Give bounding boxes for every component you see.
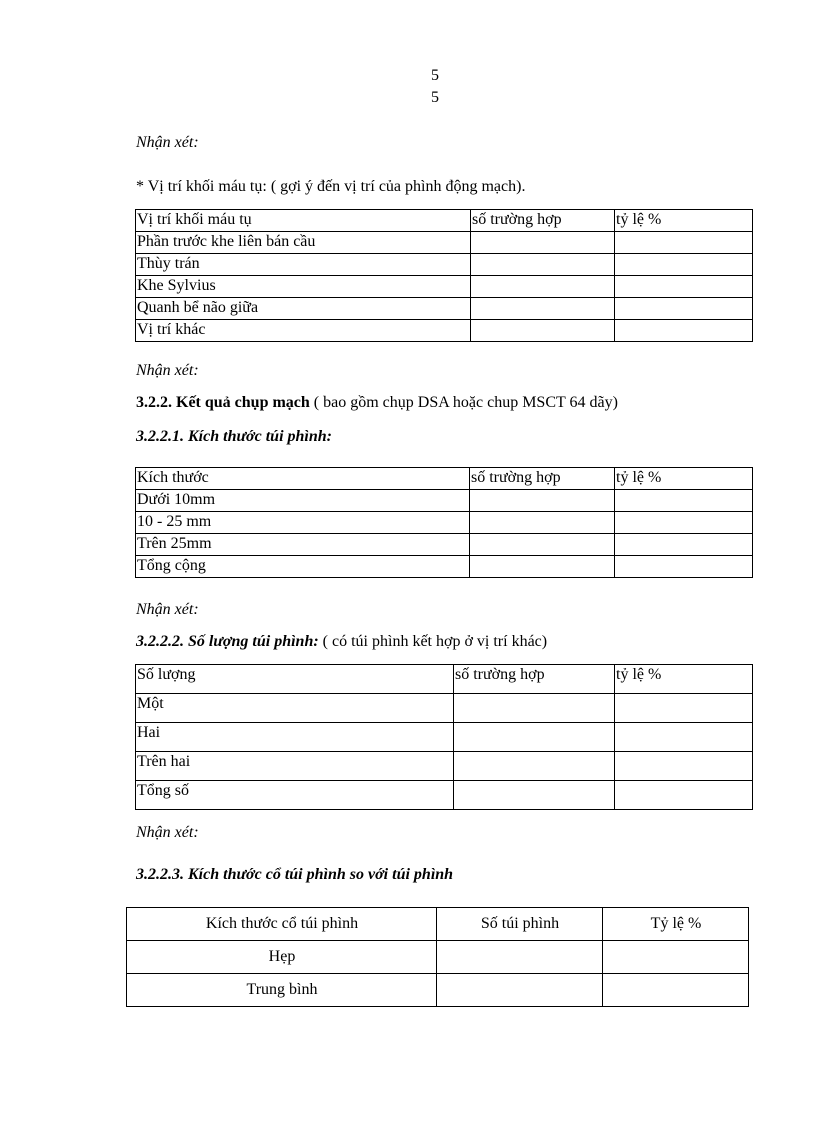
table-cell xyxy=(615,232,753,254)
table-cell xyxy=(470,512,615,534)
table-header-cell: Tỷ lệ % xyxy=(603,908,749,941)
table-cell: Tổng cộng xyxy=(136,556,470,578)
hematoma-location-table xyxy=(135,209,753,342)
table-row xyxy=(136,276,753,298)
table-header-row xyxy=(136,210,753,232)
table-header-cell: Số lượng xyxy=(136,665,454,694)
table-header-cell: số trường hợp xyxy=(470,468,615,490)
table-cell: Vị trí khác xyxy=(136,320,471,342)
table-cell: Quanh bể não giữa xyxy=(136,298,471,320)
table-cell: Trung bình xyxy=(127,974,437,1007)
table-row xyxy=(136,694,753,723)
remark-label: Nhận xét: xyxy=(136,134,199,151)
table-row xyxy=(136,512,753,534)
table-cell xyxy=(615,254,753,276)
intro-line: * Vị trí khối máu tụ: ( gợi ý đến vị trí của phình động mạch). xyxy=(136,178,526,195)
table-header-cell: Kích thước cổ túi phình xyxy=(127,908,437,941)
section-title: 3.2.2. Kết quả chụp mạch xyxy=(136,394,310,411)
table-header-cell: Số túi phình xyxy=(437,908,603,941)
table-cell xyxy=(471,254,615,276)
table-cell xyxy=(615,276,753,298)
table-cell xyxy=(437,941,603,974)
table-cell xyxy=(615,490,753,512)
table-cell xyxy=(615,723,753,752)
table-row xyxy=(136,556,753,578)
page-number: 5 xyxy=(431,67,439,84)
table-cell: Trên hai xyxy=(136,752,454,781)
subsection-title: 3.2.2.1. Kích thước túi phình: xyxy=(136,428,332,445)
table-cell xyxy=(615,298,753,320)
table-header-cell: số trường hợp xyxy=(471,210,615,232)
table-header-row xyxy=(136,665,753,694)
table-cell xyxy=(470,534,615,556)
table-row xyxy=(136,490,753,512)
table-cell xyxy=(603,974,749,1007)
table-header-cell: Kích thước xyxy=(136,468,470,490)
table-row xyxy=(127,974,749,1007)
table-cell xyxy=(470,556,615,578)
table-cell: Thùy trán xyxy=(136,254,471,276)
remark-label: Nhận xét: xyxy=(136,601,199,618)
table-cell xyxy=(454,723,615,752)
page-number: 5 xyxy=(431,89,439,106)
table-cell: Một xyxy=(136,694,454,723)
table-cell xyxy=(471,320,615,342)
remark-label: Nhận xét: xyxy=(136,824,199,841)
table-row xyxy=(127,941,749,974)
table-header-cell: số trường hợp xyxy=(454,665,615,694)
section-note: ( bao gồm chụp DSA hoặc chup MSCT 64 dãy) xyxy=(309,394,618,411)
table-cell xyxy=(454,781,615,810)
table-cell xyxy=(615,512,753,534)
table-header-cell: tỷ lệ % xyxy=(615,210,753,232)
table-row xyxy=(136,723,753,752)
table-cell xyxy=(471,276,615,298)
table-cell: 10 - 25 mm xyxy=(136,512,470,534)
table-row xyxy=(136,298,753,320)
table-cell xyxy=(615,320,753,342)
table-header-cell: Vị trí khối máu tụ xyxy=(136,210,471,232)
table-cell xyxy=(470,490,615,512)
section-heading xyxy=(136,394,618,412)
table-header-row xyxy=(127,908,749,941)
table-cell xyxy=(454,752,615,781)
table-cell xyxy=(615,781,753,810)
subsection-heading xyxy=(136,633,547,651)
table-cell xyxy=(471,232,615,254)
table-row xyxy=(136,752,753,781)
aneurysm-neck-table xyxy=(126,907,749,1007)
aneurysm-count-table xyxy=(135,664,753,810)
remark-label: Nhận xét: xyxy=(136,362,199,379)
table-cell xyxy=(615,534,753,556)
table-cell: Dưới 10mm xyxy=(136,490,470,512)
table-header-cell: tỷ lệ % xyxy=(615,665,753,694)
table-cell xyxy=(454,694,615,723)
table-cell xyxy=(615,694,753,723)
table-cell: Hẹp xyxy=(127,941,437,974)
table-header-row xyxy=(136,468,753,490)
aneurysm-size-table xyxy=(135,467,753,578)
table-cell xyxy=(603,941,749,974)
table-cell: Khe Sylvius xyxy=(136,276,471,298)
subsection-title: 3.2.2.3. Kích thước cổ túi phình so với túi phình xyxy=(136,866,454,883)
table-row xyxy=(136,534,753,556)
subsection-title: 3.2.2.2. Số lượng túi phình: xyxy=(136,633,319,650)
table-cell: Tổng số xyxy=(136,781,454,810)
subsection-note: ( có túi phình kết hợp ở vị trí khác) xyxy=(318,633,548,650)
table-cell: Phần trước khe liên bán cầu xyxy=(136,232,471,254)
table-cell xyxy=(471,298,615,320)
table-header-cell: tỷ lệ % xyxy=(615,468,753,490)
table-row xyxy=(136,232,753,254)
table-cell xyxy=(437,974,603,1007)
table-cell: Hai xyxy=(136,723,454,752)
table-cell xyxy=(615,556,753,578)
table-row xyxy=(136,254,753,276)
table-cell xyxy=(615,752,753,781)
table-row xyxy=(136,320,753,342)
table-cell: Trên 25mm xyxy=(136,534,470,556)
table-row xyxy=(136,781,753,810)
